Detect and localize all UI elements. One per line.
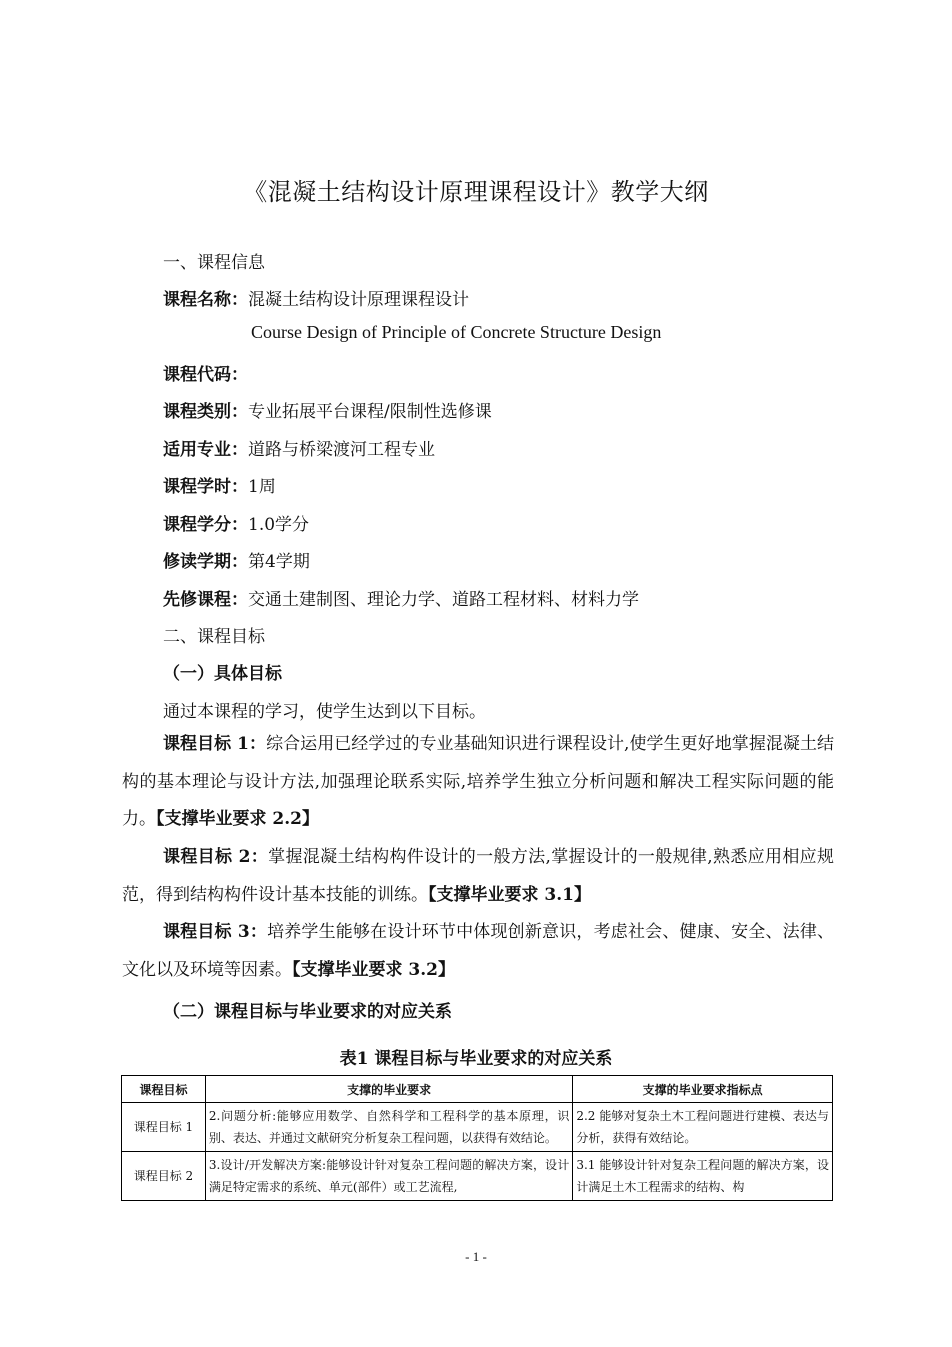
study-term-value: 第4学期: [248, 552, 310, 572]
table-caption: 表1 课程目标与毕业要求的对应关系: [339, 1049, 613, 1069]
goal-text: 综合运用已经学过的专业基础知识进行课程设计,使学生更好地掌握混凝土结构的基本理论与设计方法,加强理论联系实际,培养学生独立分析问题和解决工程实际问题的能力。: [122, 734, 835, 829]
table-header-row: [122, 1076, 833, 1103]
study-term-label: 修读学期：: [163, 552, 248, 572]
table-cell-indicator: 3.1 能够设计针对复杂工程问题的解决方案，设计满足土木工程需求的结构、构: [573, 1152, 833, 1201]
goals-intro: 通过本课程的学习，使学生达到以下目标。: [163, 702, 486, 722]
table-row: [122, 1103, 833, 1152]
applicable-major-row: [163, 435, 435, 460]
document-title: 《混凝土结构设计原理课程设计》教学大纲: [243, 178, 709, 206]
course-type-row: [163, 397, 492, 422]
course-name-label: 课程名称：: [163, 290, 248, 310]
prerequisite-row: [163, 585, 639, 610]
section-heading-course-goals: 二、课程目标: [163, 627, 265, 647]
section-heading-course-info: 一、课程信息: [163, 253, 265, 273]
course-name-value: 混凝土结构设计原理课程设计: [248, 290, 469, 310]
table-cell-goal: 课程目标 2: [122, 1152, 206, 1201]
goal-support: 【支撑毕业要求 3.2】: [292, 959, 455, 980]
table-cell-indicator: 2.2 能够对复杂土木工程问题进行建模、表达与分析，获得有效结论。: [573, 1103, 833, 1152]
table-header-cell: 支撑的毕业要求指标点: [573, 1076, 833, 1103]
goal-support: 【支撑毕业要求 3.1】: [428, 884, 591, 905]
applicable-major-value: 道路与桥梁渡河工程专业: [248, 440, 435, 460]
page-number: - 1 -: [465, 1249, 487, 1264]
goal-text: 掌握混凝土结构构件设计的一般方法,掌握设计的一般规律,熟悉应用相应规范，得到结构构件设计基本技能的训练。: [122, 847, 835, 905]
goal-label: 课程目标 2：: [163, 847, 269, 867]
goal-paragraph: [122, 839, 834, 914]
goal-label: 课程目标 1：: [163, 734, 267, 754]
course-credit-row: [163, 510, 309, 535]
course-name-row: [163, 285, 469, 310]
course-type-value: 专业拓展平台课程/限制性选修课: [248, 402, 492, 422]
goal-support: 【支撑毕业要求 2.2】: [156, 809, 319, 829]
table-cell-goal: 课程目标 1: [122, 1103, 206, 1152]
table-row: [122, 1152, 833, 1201]
goal-paragraph: [122, 726, 834, 839]
course-code-row: [163, 360, 248, 385]
subheading-specific-goals: （一）具体目标: [163, 664, 282, 684]
table-cell-requirement: 3.设计/开发解决方案:能够设计针对复杂工程问题的解决方案，设计满足特定需求的系统、单元(部件）或工艺流程,: [205, 1152, 572, 1201]
goal-requirement-table: [121, 1075, 833, 1201]
course-name-english: Course Design of Principle of Concrete Structure Design: [251, 322, 662, 342]
table-header-cell: 课程目标: [122, 1076, 206, 1103]
goal-label: 课程目标 3：: [163, 922, 268, 942]
prerequisite-label: 先修课程：: [163, 590, 248, 610]
table-cell-requirement: 2.问题分析:能够应用数学、自然科学和工程科学的基本原理，识别、表达、并通过文献研究分析复杂工程问题，以获得有效结论。: [205, 1103, 572, 1152]
course-hours-value: 1周: [248, 477, 276, 497]
course-credit-value: 1.0学分: [248, 515, 310, 535]
course-code-label: 课程代码：: [163, 365, 248, 385]
goal-paragraph: [122, 914, 834, 989]
course-hours-row: [163, 472, 276, 497]
prerequisite-value: 交通土建制图、理论力学、道路工程材料、材料力学: [248, 590, 639, 610]
applicable-major-label: 适用专业：: [163, 440, 248, 460]
course-type-label: 课程类别：: [163, 402, 248, 422]
course-hours-label: 课程学时：: [163, 477, 248, 497]
goal-text: 培养学生能够在设计环节中体现创新意识，考虑社会、健康、安全、法律、文化以及环境等因素。: [122, 922, 835, 980]
table-header-cell: 支撑的毕业要求: [205, 1076, 572, 1103]
subheading-goal-mapping: （二）课程目标与毕业要求的对应关系: [163, 1002, 452, 1022]
study-term-row: [163, 547, 310, 572]
course-credit-label: 课程学分：: [163, 515, 248, 535]
